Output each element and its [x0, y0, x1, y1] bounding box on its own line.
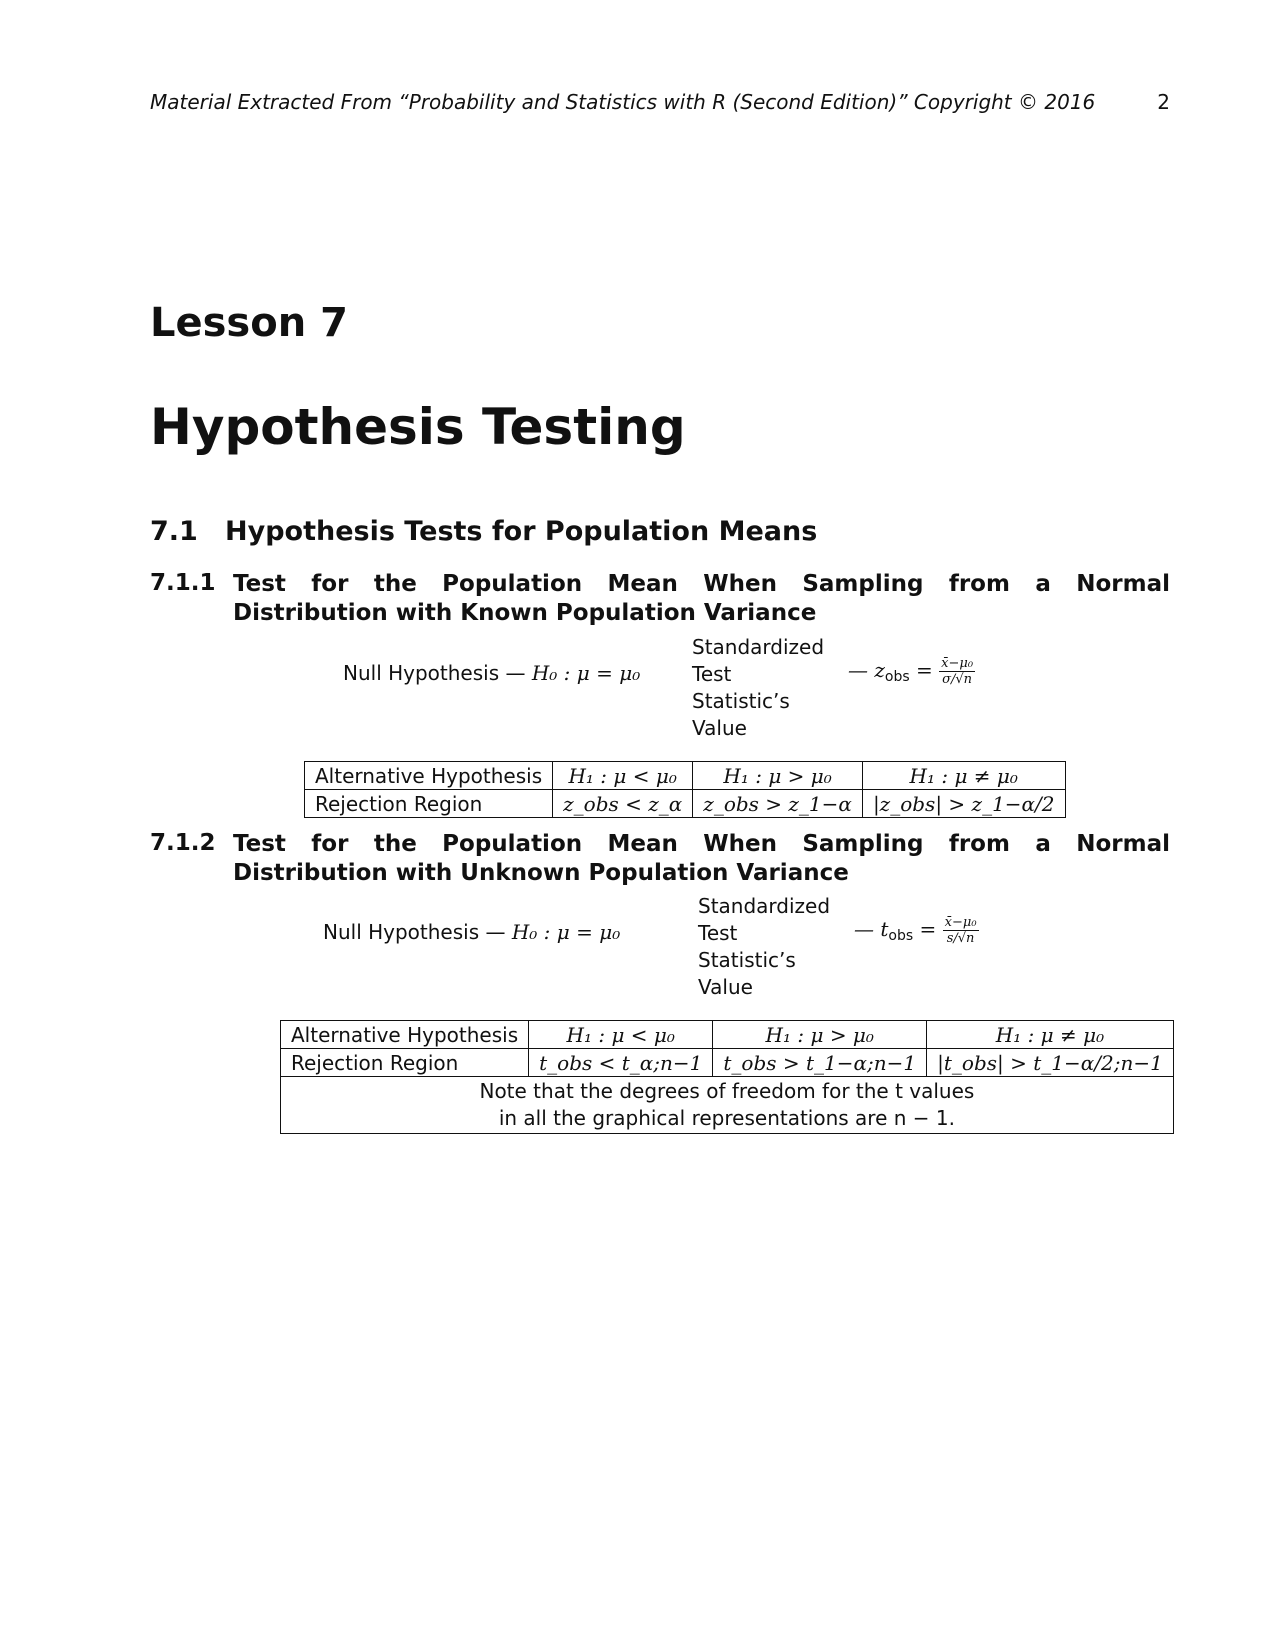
null-expression: H₀ : μ = μ₀	[511, 920, 621, 944]
table-row	[281, 1077, 1174, 1134]
subsection-number: 7.1.2	[150, 830, 216, 856]
statistic-formula: — $z_{obs}$ = $\frac{\text{x̄−μ₀}}{\sigma/√n}$	[848, 656, 974, 687]
running-header	[150, 90, 1170, 114]
rejection-table-1	[304, 761, 1066, 818]
statistic-label: Standardized Test Statistic’s Value	[692, 635, 825, 740]
fraction: $\frac{\text{x̄−μ₀}}{\sigma/√n}$	[941, 656, 974, 687]
table-row: Rejection Region t_obs < t_α;n−1 t_obs > t_1−α;n−1 |t_obs| > t_1−α/2;n−1	[281, 1049, 1174, 1077]
statistic-label: Standardized Test Statistic’s Value	[698, 894, 831, 999]
section-heading	[150, 516, 817, 547]
table-note: Note that the degrees of freedom for the t values in all the graphical representations are n − 1.	[281, 1077, 1174, 1134]
table-row: Rejection Region z_obs < z_α z_obs > z_1−α |z_obs| > z_1−α/2	[305, 790, 1066, 818]
subsection-title: Test for the Population Mean When Sampling from a Normal Distribution with Unknown Population Variance	[233, 831, 1170, 886]
null-label: Null Hypothesis —	[323, 920, 506, 944]
subsection-heading-1	[150, 570, 1170, 628]
page-title: Hypothesis Testing	[150, 398, 686, 456]
subsection-heading-2	[150, 830, 1170, 888]
header-citation: Material Extracted From “Probability and Statistics with R (Second Edition)” Copyright © 2016	[150, 90, 1096, 114]
null-expression: H₀ : μ = μ₀	[531, 661, 641, 685]
subsection-number: 7.1.1	[150, 570, 216, 596]
null-label: Null Hypothesis —	[343, 661, 526, 685]
statistic-formula: — $t_{obs}$ = $\frac{\text{x̄−μ₀}}{s/√n}$	[854, 915, 977, 946]
page-number: 2	[1157, 90, 1170, 114]
subsection-title: Test for the Population Mean When Sampling from a Normal Distribution with Known Population Variance	[233, 571, 1170, 626]
lesson-label: Lesson 7	[150, 300, 348, 346]
fraction: $\frac{\text{x̄−μ₀}}{s/√n}$	[944, 915, 977, 946]
rejection-table-2	[280, 1020, 1174, 1134]
table-row: Alternative Hypothesis H₁ : μ < μ₀ H₁ : μ > μ₀ H₁ : μ ≠ μ₀	[281, 1021, 1174, 1049]
table-row: Alternative Hypothesis H₁ : μ < μ₀ H₁ : μ > μ₀ H₁ : μ ≠ μ₀	[305, 762, 1066, 790]
section-title: Hypothesis Tests for Population Means	[225, 516, 818, 547]
section-number: 7.1	[150, 516, 198, 547]
